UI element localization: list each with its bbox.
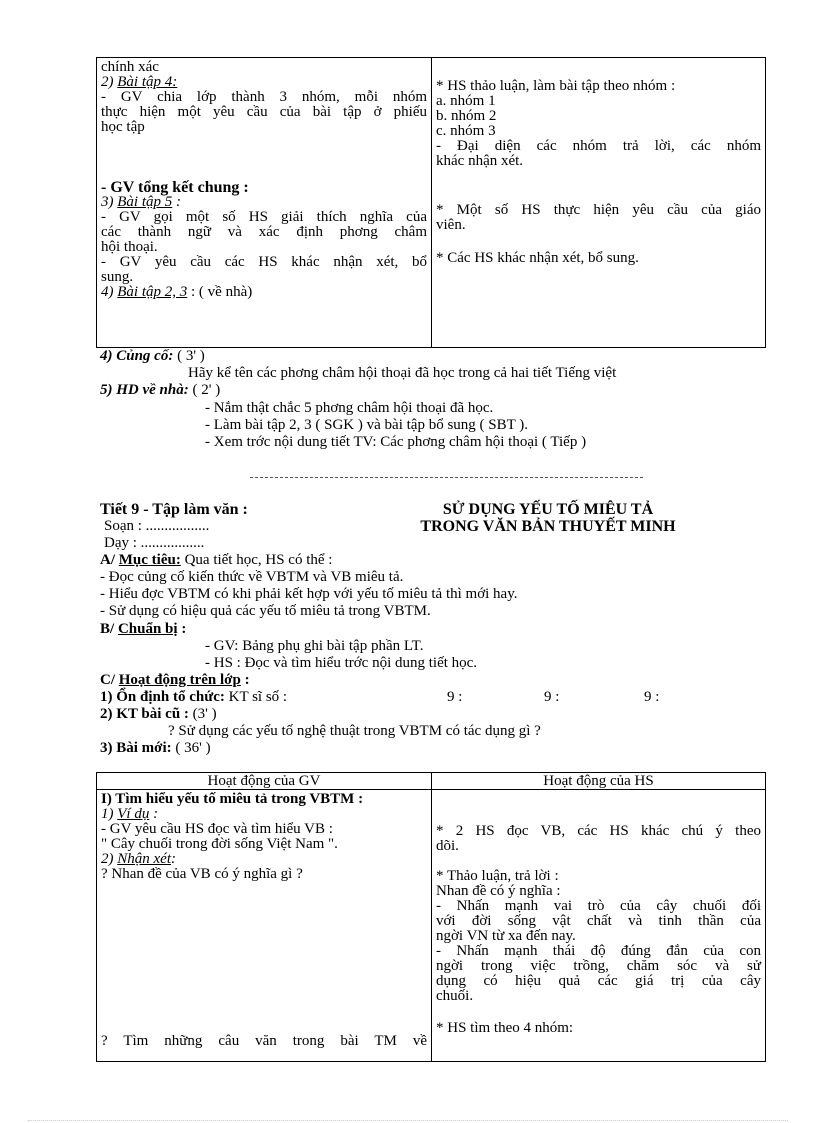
homework-item: - Xem trớc nội dung tiết TV: Các phơng châm hội thoại ( Tiếp ) xyxy=(205,434,587,450)
step-1: 1) Ổn định tổ chức: KT sĩ số : xyxy=(100,689,288,705)
teach-date: Dạy : ................. xyxy=(104,535,205,551)
review-question: ? Sử dụng các yếu tố nghệ thuật trong VBTM có tác dụng gì ? xyxy=(168,723,541,739)
text-line: dõi. xyxy=(436,838,459,854)
text-line: * HS tìm theo 4 nhóm: xyxy=(436,1020,574,1036)
text-line: " Cây chuối trong đời sống Việt Nam ". xyxy=(101,836,338,852)
text-line: ? Nhan đề của VB có ý nghĩa gì ? xyxy=(101,866,303,882)
text-line: - GV yêu cầu các HS khác nhận xét, bổ xyxy=(101,254,427,270)
preparation-item: - HS : Đọc và tìm hiểu trớc nội dung tiết học. xyxy=(205,655,478,671)
text-line: chính xác xyxy=(101,59,159,75)
objective-item: - Sử dụng có hiệu quả các yếu tố miêu tả trong VBTM. xyxy=(100,603,431,619)
step-2: 2) KT bài cũ : (3' ) xyxy=(100,706,217,722)
lesson-title-line-1: SỬ DỤNG YẾU TỐ MIÊU TẢ xyxy=(442,501,654,518)
text-line: - GV gọi một số HS giải thích nghĩa của xyxy=(101,209,427,225)
class-attendance: 9 : xyxy=(447,689,463,705)
text-line: * Các HS khác nhận xét, bổ sung. xyxy=(436,250,639,266)
student-activity-cell xyxy=(432,58,766,348)
text-line: ngời trong việc trồng, chăm sóc và sử xyxy=(436,958,761,974)
homework-heading: 5) HD về nhà: ( 2' ) xyxy=(100,382,221,398)
text-line: khác nhận xét. xyxy=(436,153,524,169)
text-line: Nhan đề có ý nghĩa : xyxy=(436,883,561,899)
text-line: hội thoại. xyxy=(101,239,158,255)
lesson-title-line-2: TRONG VĂN BẢN THUYẾT MINH xyxy=(420,518,676,535)
preparation-heading: B/ Chuẩn bị : xyxy=(100,621,187,637)
student-activity-cell xyxy=(432,790,766,1062)
preparation-item: - GV: Bảng phụ ghi bài tập phần LT. xyxy=(205,638,424,654)
activities-heading: C/ Hoạt động trên lớp : xyxy=(100,672,250,688)
text-line: ? Tìm những câu văn trong bài TM về xyxy=(101,1033,427,1049)
homework-item: - Nắm thật chắc 5 phơng châm hội thoại đã học. xyxy=(205,400,494,416)
example-heading: 1) Ví dụ : xyxy=(101,806,159,822)
text-line: - Nhấn mạnh vai trò của cây chuối đối xyxy=(436,898,761,914)
class-attendance: 9 : xyxy=(544,689,560,705)
objective-item: - Hiểu đợc VBTM có khi phải kết hợp với yếu tố miêu tả thì mới hay. xyxy=(100,586,518,602)
text-line: học tập xyxy=(101,119,145,135)
text-line: các thành ngữ và xác định phơng châm xyxy=(101,224,427,240)
observation-heading: 2) Nhận xét: xyxy=(101,851,176,867)
text-line: với đời sống vật chất và tinh thần của xyxy=(436,913,761,929)
teacher-activity-cell xyxy=(97,58,432,348)
consolidation-text: Hãy kể tên các phơng châm hội thoại đã học trong cả hai tiết Tiếng việt xyxy=(188,365,617,381)
text-line: dụng có hiệu quả các giá trị của cây xyxy=(436,973,761,989)
homework-item: - Làm bài tập 2, 3 ( SGK ) và bài tập bổ sung ( SBT ). xyxy=(205,417,529,433)
text-line: ngời VN từ xa đến nay. xyxy=(436,928,576,944)
text-line: - GV yêu cầu HS đọc và tìm hiểu VB : xyxy=(101,821,333,837)
class-attendance: 9 : xyxy=(644,689,660,705)
text-line: - Đại diện các nhóm trả lời, các nhóm xyxy=(436,138,761,154)
text-line: * Một số HS thực hiện yêu cầu của giáo xyxy=(436,202,761,218)
text-line: b. nhóm 2 xyxy=(436,108,497,124)
consolidation-heading: 4) Củng cố: ( 3' ) xyxy=(100,348,205,364)
section-heading: I) Tìm hiểu yếu tố miêu tả trong VBTM : xyxy=(101,791,364,807)
text-line: viên. xyxy=(436,217,466,233)
section-divider xyxy=(250,477,643,478)
text-line: * HS thảo luận, làm bài tập theo nhóm : xyxy=(436,78,676,94)
step-3: 3) Bài mới: ( 36' ) xyxy=(100,740,211,756)
header-student-activity: Hoạt động của HS xyxy=(432,773,766,790)
exercise-5-heading: 3) Bài tập 5 : xyxy=(101,194,181,210)
exercise-2-3-heading: 4) Bài tập 2, 3 : ( về nhà) xyxy=(101,284,253,300)
exercise-4-heading: 2) Bài tập 4: xyxy=(101,74,178,90)
objectives-heading: A/ Mục tiêu: Qua tiết học, HS có thể : xyxy=(100,552,333,568)
text-line: chuối. xyxy=(436,988,474,1004)
summary-heading: - GV tổng kết chung : xyxy=(101,179,249,196)
objective-item: - Đọc củng cố kiến thức về VBTM và VB miêu tả. xyxy=(100,569,404,585)
text-line: - GV chia lớp thành 3 nhóm, mỗi nhóm xyxy=(101,89,427,105)
text-line: thực hiện một yêu cầu của bài tập ở phiếu xyxy=(101,104,427,120)
text-line: sung. xyxy=(101,269,134,285)
text-line: c. nhóm 3 xyxy=(436,123,496,139)
teacher-activity-cell xyxy=(97,790,432,1062)
text-line: * 2 HS đọc VB, các HS khác chú ý theo xyxy=(436,823,761,839)
activity-table-continued xyxy=(96,57,766,348)
text-line: * Thảo luận, trả lời : xyxy=(436,868,559,884)
prep-date: Soạn : ................. xyxy=(104,518,210,534)
page-bottom-rule xyxy=(28,1120,788,1121)
text-line: - Nhấn mạnh thái độ đúng đắn của con xyxy=(436,943,761,959)
lesson-period: Tiết 9 - Tập làm văn : xyxy=(100,501,248,518)
activity-table xyxy=(96,772,766,1062)
header-teacher-activity: Hoạt động của GV xyxy=(97,773,432,790)
text-line: a. nhóm 1 xyxy=(436,93,496,109)
